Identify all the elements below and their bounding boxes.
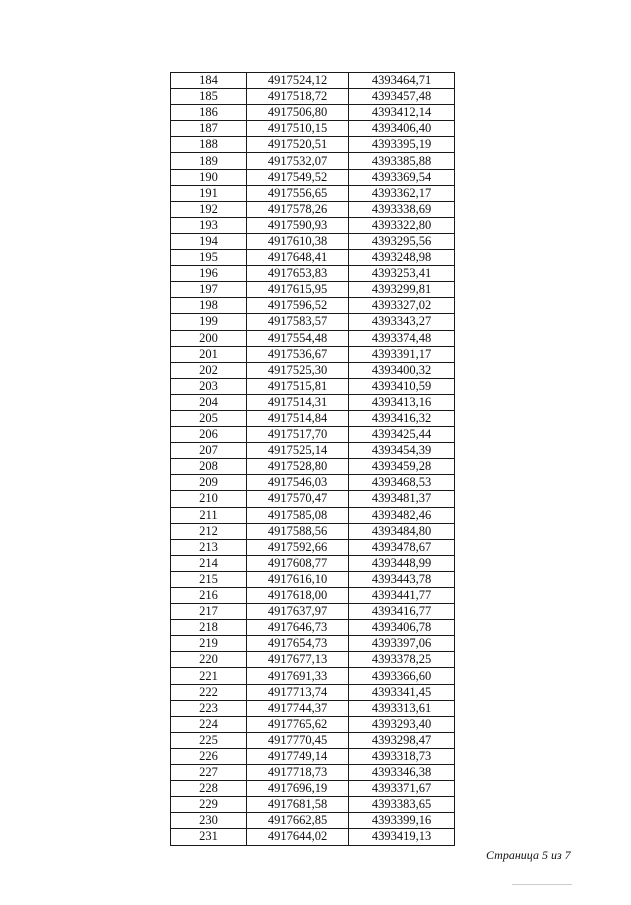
y-coordinate-cell: 4393371,67 <box>349 781 455 797</box>
table-row <box>171 314 455 330</box>
table-row <box>171 250 455 266</box>
x-coordinate-cell: 4917525,30 <box>247 362 349 378</box>
x-coordinate-cell: 4917590,93 <box>247 217 349 233</box>
x-coordinate-cell: 4917744,37 <box>247 700 349 716</box>
y-coordinate-cell: 4393362,17 <box>349 185 455 201</box>
table-row <box>171 507 455 523</box>
x-coordinate-cell: 4917510,15 <box>247 121 349 137</box>
point-number-cell: 198 <box>171 298 247 314</box>
point-number-cell: 185 <box>171 89 247 105</box>
y-coordinate-cell: 4393454,39 <box>349 443 455 459</box>
y-coordinate-cell: 4393341,45 <box>349 684 455 700</box>
point-number-cell: 196 <box>171 266 247 282</box>
point-number-cell: 229 <box>171 797 247 813</box>
x-coordinate-cell: 4917770,45 <box>247 732 349 748</box>
x-coordinate-cell: 4917765,62 <box>247 716 349 732</box>
y-coordinate-cell: 4393399,16 <box>349 813 455 829</box>
y-coordinate-cell: 4393374,48 <box>349 330 455 346</box>
y-coordinate-cell: 4393425,44 <box>349 427 455 443</box>
y-coordinate-cell: 4393322,80 <box>349 217 455 233</box>
x-coordinate-cell: 4917646,73 <box>247 620 349 636</box>
x-coordinate-cell: 4917520,51 <box>247 137 349 153</box>
point-number-cell: 200 <box>171 330 247 346</box>
point-number-cell: 209 <box>171 475 247 491</box>
y-coordinate-cell: 4393410,59 <box>349 378 455 394</box>
table-row <box>171 121 455 137</box>
y-coordinate-cell: 4393248,98 <box>349 250 455 266</box>
x-coordinate-cell: 4917644,02 <box>247 829 349 845</box>
table-row <box>171 105 455 121</box>
table-row <box>171 443 455 459</box>
x-coordinate-cell: 4917514,84 <box>247 410 349 426</box>
y-coordinate-cell: 4393293,40 <box>349 716 455 732</box>
y-coordinate-cell: 4393448,99 <box>349 555 455 571</box>
table-row <box>171 378 455 394</box>
y-coordinate-cell: 4393412,14 <box>349 105 455 121</box>
y-coordinate-cell: 4393468,53 <box>349 475 455 491</box>
table-row <box>171 684 455 700</box>
point-number-cell: 187 <box>171 121 247 137</box>
y-coordinate-cell: 4393406,40 <box>349 121 455 137</box>
point-number-cell: 226 <box>171 748 247 764</box>
table-row <box>171 668 455 684</box>
point-number-cell: 222 <box>171 684 247 700</box>
coordinates-table <box>170 72 455 846</box>
point-number-cell: 207 <box>171 443 247 459</box>
table-row <box>171 201 455 217</box>
point-number-cell: 219 <box>171 636 247 652</box>
x-coordinate-cell: 4917546,03 <box>247 475 349 491</box>
y-coordinate-cell: 4393416,32 <box>349 410 455 426</box>
y-coordinate-cell: 4393385,88 <box>349 153 455 169</box>
table-row <box>171 73 455 89</box>
table-row <box>171 571 455 587</box>
point-number-cell: 213 <box>171 539 247 555</box>
point-number-cell: 220 <box>171 652 247 668</box>
y-coordinate-cell: 4393406,78 <box>349 620 455 636</box>
table-row <box>171 475 455 491</box>
x-coordinate-cell: 4917648,41 <box>247 250 349 266</box>
point-number-cell: 204 <box>171 394 247 410</box>
table-row <box>171 427 455 443</box>
x-coordinate-cell: 4917578,26 <box>247 201 349 217</box>
y-coordinate-cell: 4393400,32 <box>349 362 455 378</box>
point-number-cell: 214 <box>171 555 247 571</box>
table-row <box>171 491 455 507</box>
x-coordinate-cell: 4917610,38 <box>247 233 349 249</box>
y-coordinate-cell: 4393343,27 <box>349 314 455 330</box>
y-coordinate-cell: 4393464,71 <box>349 73 455 89</box>
point-number-cell: 193 <box>171 217 247 233</box>
x-coordinate-cell: 4917583,57 <box>247 314 349 330</box>
point-number-cell: 218 <box>171 620 247 636</box>
point-number-cell: 192 <box>171 201 247 217</box>
point-number-cell: 191 <box>171 185 247 201</box>
table-row <box>171 330 455 346</box>
table-row <box>171 539 455 555</box>
x-coordinate-cell: 4917618,00 <box>247 588 349 604</box>
x-coordinate-cell: 4917718,73 <box>247 765 349 781</box>
point-number-cell: 230 <box>171 813 247 829</box>
point-number-cell: 211 <box>171 507 247 523</box>
point-number-cell: 199 <box>171 314 247 330</box>
table-row <box>171 781 455 797</box>
point-number-cell: 231 <box>171 829 247 845</box>
point-number-cell: 224 <box>171 716 247 732</box>
y-coordinate-cell: 4393416,77 <box>349 604 455 620</box>
x-coordinate-cell: 4917696,19 <box>247 781 349 797</box>
table-row <box>171 732 455 748</box>
y-coordinate-cell: 4393299,81 <box>349 282 455 298</box>
scan-artifact <box>512 884 572 885</box>
table-row <box>171 765 455 781</box>
y-coordinate-cell: 4393346,38 <box>349 765 455 781</box>
y-coordinate-cell: 4393391,17 <box>349 346 455 362</box>
y-coordinate-cell: 4393313,61 <box>349 700 455 716</box>
table-row <box>171 394 455 410</box>
point-number-cell: 212 <box>171 523 247 539</box>
table-row <box>171 829 455 845</box>
table-row <box>171 555 455 571</box>
y-coordinate-cell: 4393478,67 <box>349 539 455 555</box>
x-coordinate-cell: 4917525,14 <box>247 443 349 459</box>
point-number-cell: 203 <box>171 378 247 394</box>
x-coordinate-cell: 4917554,48 <box>247 330 349 346</box>
table-row <box>171 282 455 298</box>
y-coordinate-cell: 4393457,48 <box>349 89 455 105</box>
y-coordinate-cell: 4393443,78 <box>349 571 455 587</box>
table-row <box>171 797 455 813</box>
point-number-cell: 189 <box>171 153 247 169</box>
point-number-cell: 227 <box>171 765 247 781</box>
x-coordinate-cell: 4917681,58 <box>247 797 349 813</box>
table-row <box>171 362 455 378</box>
x-coordinate-cell: 4917749,14 <box>247 748 349 764</box>
page-number: Страница 5 из 7 <box>486 848 571 862</box>
x-coordinate-cell: 4917585,08 <box>247 507 349 523</box>
x-coordinate-cell: 4917677,13 <box>247 652 349 668</box>
x-coordinate-cell: 4917570,47 <box>247 491 349 507</box>
y-coordinate-cell: 4393481,37 <box>349 491 455 507</box>
table-row <box>171 169 455 185</box>
point-number-cell: 221 <box>171 668 247 684</box>
point-number-cell: 190 <box>171 169 247 185</box>
x-coordinate-cell: 4917691,33 <box>247 668 349 684</box>
x-coordinate-cell: 4917532,07 <box>247 153 349 169</box>
y-coordinate-cell: 4393338,69 <box>349 201 455 217</box>
table-row <box>171 620 455 636</box>
x-coordinate-cell: 4917517,70 <box>247 427 349 443</box>
table-row <box>171 137 455 153</box>
x-coordinate-cell: 4917506,80 <box>247 105 349 121</box>
table-row <box>171 459 455 475</box>
x-coordinate-cell: 4917654,73 <box>247 636 349 652</box>
y-coordinate-cell: 4393366,60 <box>349 668 455 684</box>
point-number-cell: 197 <box>171 282 247 298</box>
table-row <box>171 700 455 716</box>
x-coordinate-cell: 4917653,83 <box>247 266 349 282</box>
x-coordinate-cell: 4917536,67 <box>247 346 349 362</box>
x-coordinate-cell: 4917592,66 <box>247 539 349 555</box>
table-row <box>171 153 455 169</box>
table-row <box>171 716 455 732</box>
point-number-cell: 194 <box>171 233 247 249</box>
point-number-cell: 195 <box>171 250 247 266</box>
y-coordinate-cell: 4393253,41 <box>349 266 455 282</box>
table-row <box>171 588 455 604</box>
x-coordinate-cell: 4917528,80 <box>247 459 349 475</box>
y-coordinate-cell: 4393383,65 <box>349 797 455 813</box>
x-coordinate-cell: 4917637,97 <box>247 604 349 620</box>
point-number-cell: 216 <box>171 588 247 604</box>
point-number-cell: 215 <box>171 571 247 587</box>
coordinates-table-body <box>171 73 455 846</box>
x-coordinate-cell: 4917608,77 <box>247 555 349 571</box>
table-row <box>171 346 455 362</box>
point-number-cell: 206 <box>171 427 247 443</box>
x-coordinate-cell: 4917524,12 <box>247 73 349 89</box>
table-row <box>171 298 455 314</box>
y-coordinate-cell: 4393395,19 <box>349 137 455 153</box>
y-coordinate-cell: 4393369,54 <box>349 169 455 185</box>
x-coordinate-cell: 4917588,56 <box>247 523 349 539</box>
point-number-cell: 205 <box>171 410 247 426</box>
y-coordinate-cell: 4393318,73 <box>349 748 455 764</box>
y-coordinate-cell: 4393441,77 <box>349 588 455 604</box>
table-row <box>171 217 455 233</box>
table-row <box>171 652 455 668</box>
table-row <box>171 748 455 764</box>
table-row <box>171 813 455 829</box>
point-number-cell: 186 <box>171 105 247 121</box>
y-coordinate-cell: 4393484,80 <box>349 523 455 539</box>
y-coordinate-cell: 4393397,06 <box>349 636 455 652</box>
table-row <box>171 410 455 426</box>
point-number-cell: 188 <box>171 137 247 153</box>
x-coordinate-cell: 4917615,95 <box>247 282 349 298</box>
y-coordinate-cell: 4393298,47 <box>349 732 455 748</box>
table-row <box>171 604 455 620</box>
y-coordinate-cell: 4393482,46 <box>349 507 455 523</box>
x-coordinate-cell: 4917662,85 <box>247 813 349 829</box>
table-row <box>171 89 455 105</box>
point-number-cell: 217 <box>171 604 247 620</box>
x-coordinate-cell: 4917514,31 <box>247 394 349 410</box>
y-coordinate-cell: 4393378,25 <box>349 652 455 668</box>
point-number-cell: 208 <box>171 459 247 475</box>
y-coordinate-cell: 4393459,28 <box>349 459 455 475</box>
y-coordinate-cell: 4393327,02 <box>349 298 455 314</box>
point-number-cell: 202 <box>171 362 247 378</box>
table-row <box>171 185 455 201</box>
point-number-cell: 225 <box>171 732 247 748</box>
x-coordinate-cell: 4917556,65 <box>247 185 349 201</box>
table-row <box>171 523 455 539</box>
x-coordinate-cell: 4917596,52 <box>247 298 349 314</box>
y-coordinate-cell: 4393413,16 <box>349 394 455 410</box>
x-coordinate-cell: 4917515,81 <box>247 378 349 394</box>
x-coordinate-cell: 4917518,72 <box>247 89 349 105</box>
table-row <box>171 233 455 249</box>
x-coordinate-cell: 4917616,10 <box>247 571 349 587</box>
y-coordinate-cell: 4393419,13 <box>349 829 455 845</box>
x-coordinate-cell: 4917549,52 <box>247 169 349 185</box>
point-number-cell: 184 <box>171 73 247 89</box>
point-number-cell: 201 <box>171 346 247 362</box>
point-number-cell: 228 <box>171 781 247 797</box>
x-coordinate-cell: 4917713,74 <box>247 684 349 700</box>
point-number-cell: 223 <box>171 700 247 716</box>
y-coordinate-cell: 4393295,56 <box>349 233 455 249</box>
point-number-cell: 210 <box>171 491 247 507</box>
table-row <box>171 636 455 652</box>
table-row <box>171 266 455 282</box>
